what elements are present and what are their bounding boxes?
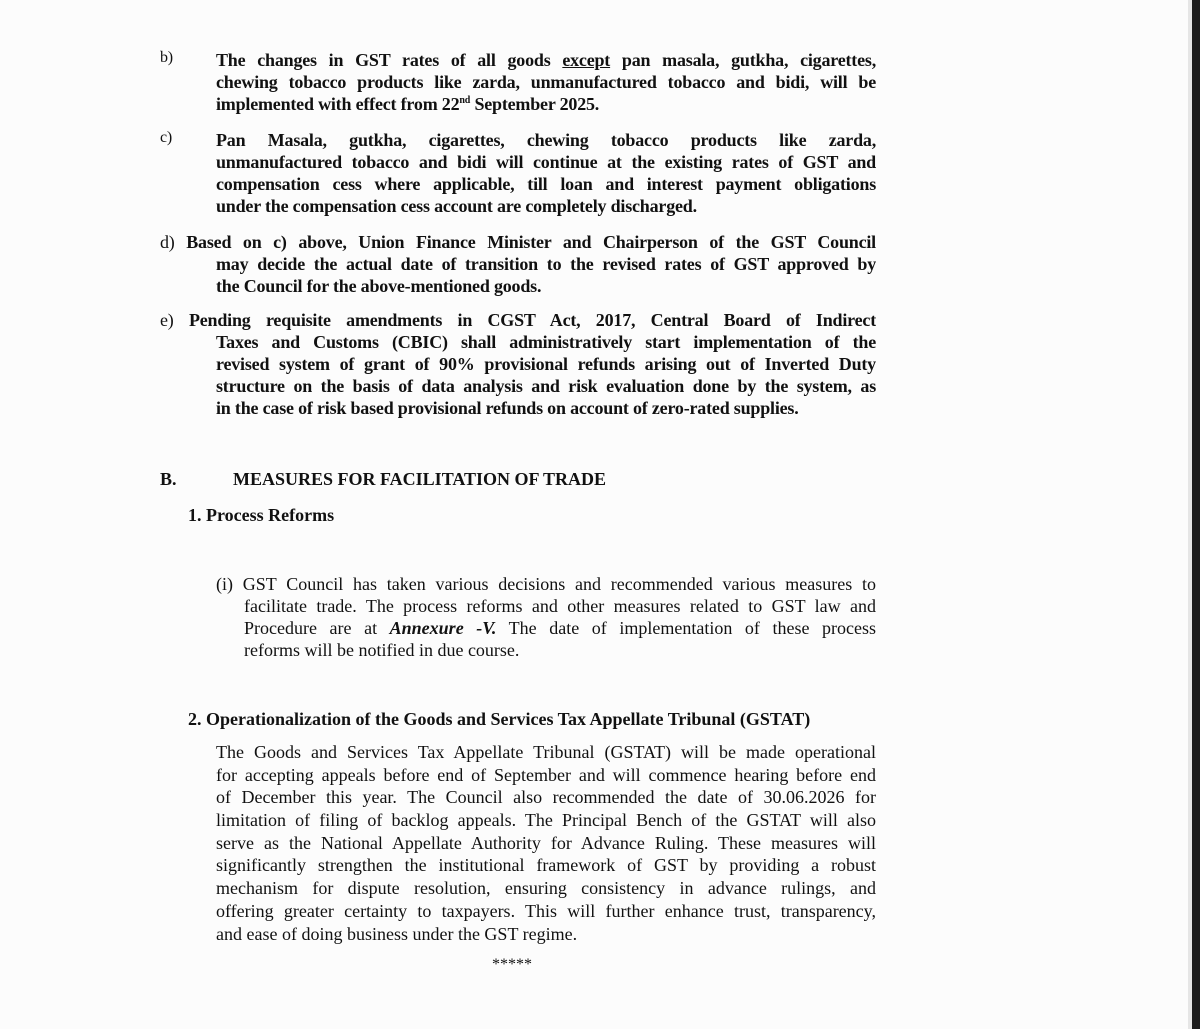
text-line: compensation cess where applicable, till loan and interest payment obligations	[216, 174, 876, 194]
text-line	[216, 93, 876, 115]
text: Based on c) above, Union Finance Minister and Chairperson of the GST Council	[186, 232, 876, 252]
text-line: the Council for the above-mentioned goods.	[216, 276, 542, 296]
underlined-text: except	[562, 50, 611, 70]
text-line: limitation of filing of backlog appeals. The Principal Bench of the GSTAT will also	[216, 810, 876, 831]
text-line: reforms will be notified in due course.	[244, 640, 520, 660]
item-label: c)	[160, 129, 173, 146]
item-label: e)	[160, 310, 174, 330]
item-b	[160, 49, 876, 115]
text-line	[216, 573, 876, 595]
text-line: under the compensation cess account are completely discharged.	[216, 196, 697, 216]
section-title: MEASURES FOR FACILITATION OF TRADE	[233, 469, 607, 489]
text-line: chewing tobacco products like zarda, unmanufactured tobacco and bidi, will be	[216, 72, 876, 92]
text: September 2025.	[470, 94, 600, 114]
text-line: for accepting appeals before end of September and will commence hearing before end	[216, 764, 876, 785]
text: Pending requisite amendments in CGST Act, 2017, Central Board of Indirect	[188, 310, 876, 330]
text-line: The Goods and Services Tax Appellate Tribunal (GSTAT) will be made operational	[216, 742, 876, 762]
text-line: mechanism for dispute resolution, ensuring consistency in advance rulings, and	[216, 878, 876, 899]
text-line: revised system of grant of 90% provisional refunds arising out of Inverted Duty	[216, 354, 876, 374]
text: The changes in GST rates of all goods	[216, 50, 563, 70]
item-c	[160, 129, 876, 217]
subsection-heading: 2. Operationalization of the Goods and Services Tax Appellate Tribunal (GSTAT)	[188, 709, 811, 729]
text-line	[244, 617, 876, 639]
text: The date of implementation of these process	[496, 618, 876, 638]
text-line: may decide the actual date of transition to the revised rates of GST approved by	[216, 254, 876, 274]
item-d	[160, 231, 876, 297]
end-mark: *****	[492, 956, 532, 973]
text-line: and ease of doing business under the GST regime.	[216, 923, 578, 944]
text-line: serve as the National Appellate Authority for Advance Ruling. These measures will	[216, 832, 876, 853]
item-e	[160, 309, 876, 419]
text-line: in the case of risk based provisional refunds on account of zero-rated supplies.	[216, 398, 799, 418]
text-line	[160, 309, 876, 331]
gstat-para	[216, 741, 876, 945]
item-label: d)	[160, 232, 175, 252]
text-line	[160, 231, 876, 253]
viewer-edge	[1192, 0, 1200, 1029]
text: GST Council has taken various decisions and recommended various measures to	[242, 574, 876, 594]
text: implemented with effect from 22	[216, 94, 460, 114]
process-reforms-para	[216, 573, 876, 661]
annexure-reference: Annexure -V.	[389, 618, 497, 638]
superscript: nd	[459, 95, 471, 106]
text-line: unmanufactured tobacco and bidi will continue at the existing rates of GST and	[216, 152, 876, 172]
text: Procedure are at	[244, 618, 390, 638]
subsection-heading: 1. Process Reforms	[188, 505, 335, 525]
text-line: of December this year. The Council also recommended the date of 30.06.2026 for	[216, 787, 876, 808]
text-line: Taxes and Customs (CBIC) shall administratively start implementation of the	[216, 332, 876, 352]
text-line: Pan Masala, gutkha, cigarettes, chewing tobacco products like zarda,	[216, 130, 876, 150]
text: pan masala, gutkha, cigarettes,	[610, 50, 876, 70]
text-line: structure on the basis of data analysis and risk evaluation done by the system, as	[216, 376, 876, 396]
text-line: significantly strengthen the institutional framework of GST by providing a robust	[216, 855, 876, 876]
text-line	[216, 49, 876, 71]
item-label: (i)	[216, 574, 233, 594]
text-line: offering greater certainty to taxpayers. This will further enhance trust, transparency,	[216, 900, 876, 921]
text-line: facilitate trade. The process reforms and other measures related to GST law and	[244, 596, 876, 616]
item-label: b)	[160, 49, 173, 66]
section-letter: B.	[160, 469, 177, 489]
